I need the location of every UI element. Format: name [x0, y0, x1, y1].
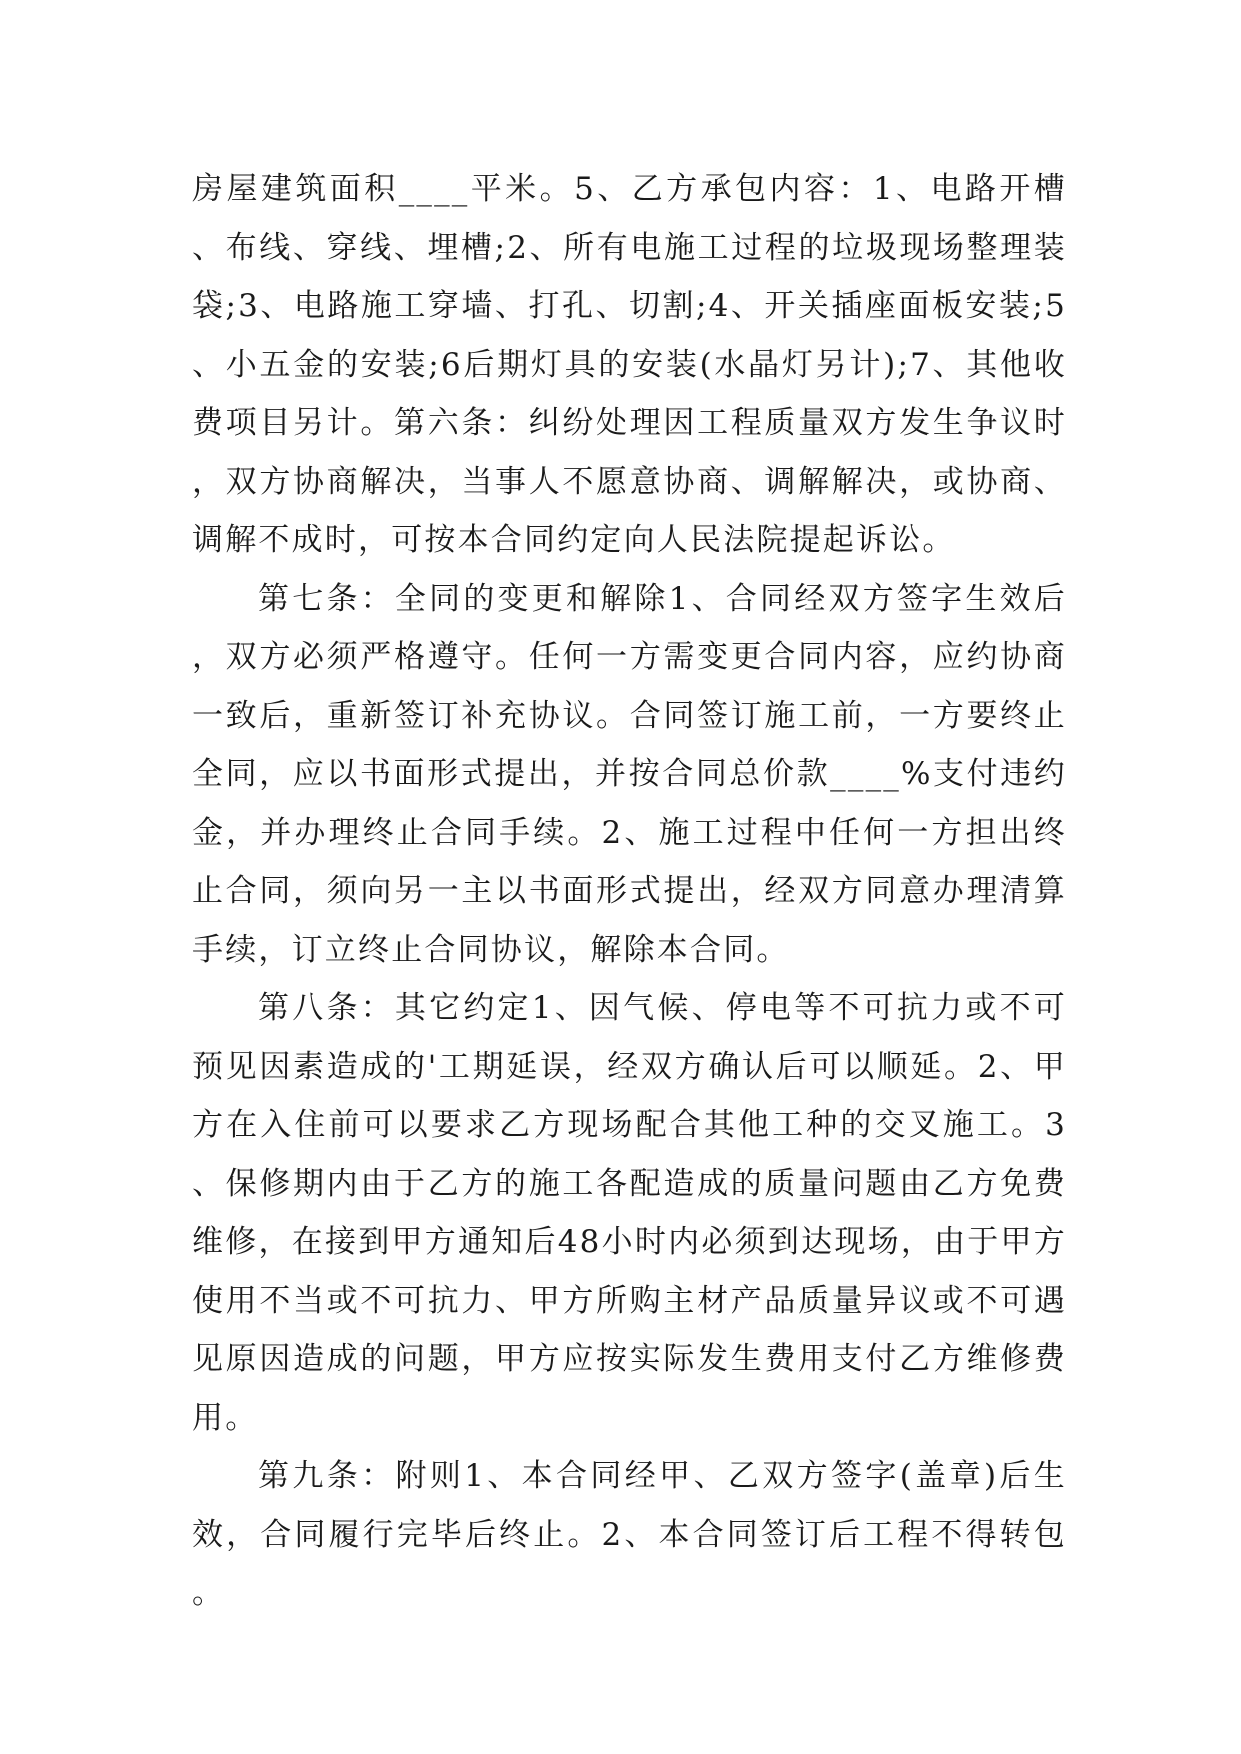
- paragraph-article-8-other-agreements: 第八条：其它约定1、因气候、停电等不可抗力或不可预见因素造成的'工期延误，经双方确认后可以顺延。2、甲方在入住前可以要求乙方现场配合其他工种的交叉施工。3、保修期内由于乙方的施工各配造成的质量问题由乙方免费维修，在接到甲方通知后48小时内必须到达现场，由于甲方使用不当或不可抗力、甲方所购主材产品质量异议或不可遇见原因造成的问题，甲方应按实际发生费用支付乙方维修费用。: [192, 990, 1067, 1436]
- paragraph-article-9-supplementary: 第九条：附则1、本合同经甲、乙双方签字(盖章)后生效，合同履行完毕后终止。2、本合同签订后工程不得转包。: [192, 1458, 1067, 1611]
- paragraph-scope-and-disputes: 房屋建筑面积____平米。5、乙方承包内容：1、电路开槽、布线、穿线、埋槽;2、所有电施工过程的垃圾现场整理装袋;3、电路施工穿墙、打孔、切割;4、开关插座面板安装;5、小五金的安装;6后期灯具的安装(水晶灯另计);7、其他收费项目另计。第六条：纠纷处理因工程质量双方发生争议时，双方协商解决，当事人不愿意协商、调解解决，或协商、调解不成时，可按本合同约定向人民法院提起诉讼。: [192, 171, 1067, 558]
- paragraph-article-7-changes-termination: 第七条：全同的变更和解除1、合同经双方签字生效后，双方必须严格遵守。任何一方需变更合同内容，应约协商一致后，重新签订补充协议。合同签订施工前，一方要终止全同，应以书面形式提出，并按合同总价款____%支付违约金，并办理终止合同手续。2、施工过程中任何一方担出终止合同，须向另一主以书面形式提出，经双方同意办理清算手续，订立终止合同协议，解除本合同。: [192, 580, 1067, 968]
- document-body: [192, 160, 1067, 1623]
